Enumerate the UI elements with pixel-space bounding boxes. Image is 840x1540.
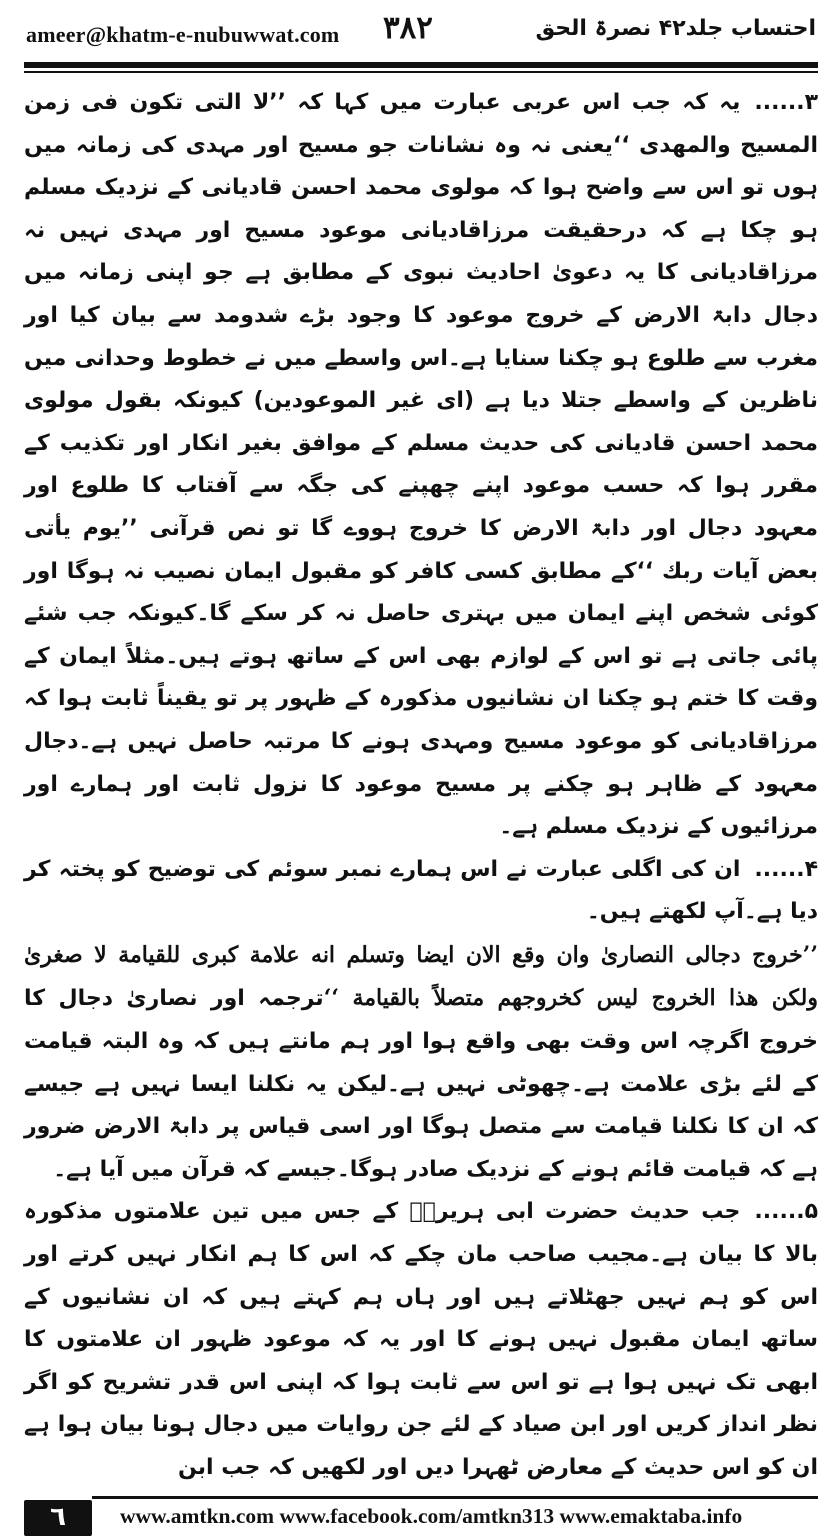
- paragraph-3: [24, 82, 818, 849]
- paragraph-number: ۵......: [754, 1199, 818, 1225]
- book-title: احتساب جلد۴۲ نصرۃ الحق: [535, 16, 816, 41]
- page-body: [24, 82, 818, 1480]
- paragraph-5: [24, 1191, 818, 1489]
- page-number: ۳۸۲: [383, 10, 433, 46]
- footer-page-number: ٦: [50, 1502, 66, 1532]
- header-email: ameer@khatm-e-nubuwwat.com: [26, 22, 340, 47]
- translation-text: ترجمہ اور نصاریٰ دجال کا خروج اگرچہ اس وقت بھی واقع ہوا اور ہم مانتے ہیں کہ وہ البتہ قیامت کے لئے بڑی علامت ہے۔چھوٹی نہیں ہے۔لیکن یہ نکلنا ایسا نہیں ہے جیسے کہ ان کا نکلنا قیامت سے متصل ہوگا اور اسی قیاس پر دابۃ الارض ضرور ہے کہ قیامت قائم ہونے کے نزدیک صادر ہوگا۔جیسے کہ قرآن میں آیا ہے۔: [24, 986, 818, 1182]
- header-rule-thin: [24, 71, 818, 73]
- paragraph-4: [24, 849, 818, 934]
- paragraph-number: ۴......: [754, 856, 818, 882]
- paragraph-text: یہ کہ جب اس عربی عبارت میں کہا کہ ’’لا التی تکون فی زمن المسیح والمھدی ‘‘یعنی نہ وہ نشانات جو مسیح اور مہدی کی زمانہ میں ہوں تو اس سے واضح ہوا کہ مولوی محمد احسن قادیانی کے نزدیک مسلم ہو چکا ہے کہ درحقیقت مرزاقادیانی موعود مسیح اور مہدی نہیں نہ مرزاقادیانی کا یہ دعویٰ احادیث نبوی کے مطابق ہے جو اپنی زمانہ میں دجال دابۃ الارض کے خروج موعود کا وجود بڑے شدومد سے بیان کیا اور مغرب سے طلوع ہو چکنا سنایا ہے۔اس واسطے میں نے خطوط وحدانی میں ناظرین کے واسطے جتلا دیا ہے (ای غیر الموعودین) کیونکہ بقول مولوی محمد احسن قادیانی کی حدیث مسلم کے موافق بغیر انکار اور تکذیب کے مقرر ہوا کہ حسب موعود اپنے چھپنے کی جگہ سے آفتاب کا طلوع اور معہود دجال اور دابۃ الارض کا خروج ہووے گا تو نص قرآنی ’’یوم یأتی بعض آیات ربك ‘‘کے مطابق کسی کافر کو مقبول ایمان نصیب نہ ہوگا اور کوئی شخص اپنے ایمان میں بہتری حاصل نہ کر سکے گا۔کیونکہ جب شئے پائی جاتی ہے تو اس کے لوازم بھی اس کے ساتھ ہوتے ہیں۔مثلاً ایمان کے وقت کا ختم ہو چکنا ان نشانیوں مذکورہ کے ظہور پر تو یقیناً ثابت ہوا کہ مرزاقادیانی کو موعود مسیح ومہدی ہونے کا مرتبہ حاصل نہیں ہے۔دجال معہود کے ظاہر ہو چکنے پر مسیح موعود کا نزول ثابت اور ہمارے اور مرزائیوں کے نزدیک مسلم ہے۔: [24, 90, 818, 840]
- paragraph-text: جب حدیث حضرت ابی ہریرہؓ کے جس میں تین علامتوں مذکورہ بالا کا بیان ہے۔مجیب صاحب مان چکے کہ اس کا ہم انکار نہیں کرتے اور اس کو ہم نہیں جھٹلاتے ہیں اور ہاں ہم کہتے ہیں کہ ان نشانیوں کے ساتھ ایمان مقبول نہیں ہونے کا اور یہ کہ موعود ظہور ان علامتوں کا ابھی تک نہیں ہوا ہے تو اس سے ثابت ہوا کہ اپنی اس قدر تشریح کو اگر نظر انداز کریں اور ابن صیاد کے لئے جن روایات میں دجال ہونا بیان ہوا ہے ان کو اس حدیث کے معارض ٹھہرا دیں اور لکھیں کہ جب ابن: [24, 1199, 818, 1480]
- header-rule-thick: [24, 62, 818, 68]
- arabic-quote-paragraph: [24, 934, 818, 1192]
- footer-number-box: [24, 1500, 92, 1536]
- page-footer: [0, 1492, 840, 1540]
- footer-rule: [92, 1496, 818, 1499]
- paragraph-number: ۳......: [754, 90, 818, 115]
- paragraph-text: ان کی اگلی عبارت نے اس ہمارے نمبر سوئم کی توضیح کو پختہ کر دیا ہے۔آپ لکھتے ہیں۔: [24, 856, 818, 925]
- arabic-quote: ’’خروج دجالی النصاریٰ وان وقع الان ایضا وتسلم انه علامة کبری للقیامة لا صغریٰ ولکن ھذا الخروج لیس کخروجھم متصلاً بالقیامة ‘‘: [24, 941, 818, 1012]
- page-header: [0, 0, 840, 70]
- footer-links: www.amtkn.com www.facebook.com/amtkn313 www.emaktaba.info: [120, 1504, 743, 1528]
